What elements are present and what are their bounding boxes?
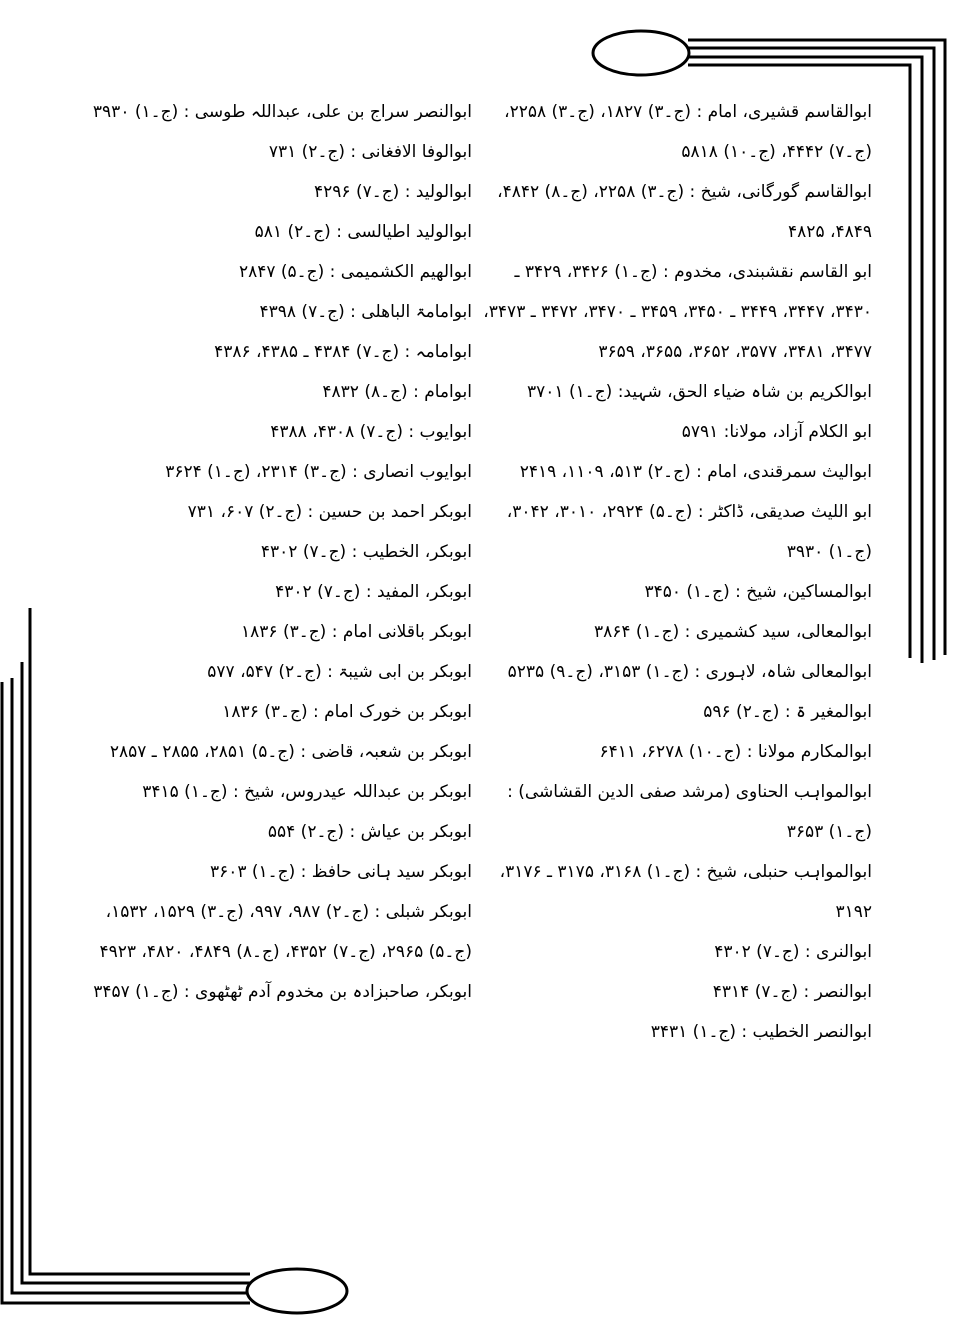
bottom-ornament-oval [247,1269,347,1313]
index-entry: ابوبکر سید ہانی حافظ : (ج۔۱) ۳۶۰۳ [209,862,472,882]
index-entry: ابوالمعالی، سید کشمیری : (ج۔۱) ۳۸۶۴ [593,622,872,642]
index-entry: ابوامام : (ج۔۸) ۴۸۳۲ [322,382,472,402]
index-entry: ابوبکر بن عبداللہ عیدروس، شیخ : (ج۔۱) ۳۴۱۵ [142,782,472,802]
index-entry: ابوالوفا الافغانی : (ج۔۲) ۷۳۱ [268,142,472,162]
index-entry: ابوبکر، صاحبزادہ بن مخدوم آدم ٹھٹھوی : (ج۔۱) ۳۴۵۷ [93,982,472,1002]
index-entry: ابوالنری : (ج۔۷) ۴۳۰۲ [714,942,872,962]
index-entry: ابوامامہ : (ج۔۷) ۴۳۸۴ ـ ۴۳۸۵، ۴۳۸۶ [214,342,472,362]
index-entry: ابوبکر بن شعبہ، قاضی : (ج۔۵) ۲۸۵۱، ۲۸۵۵ ـ ۲۸۵۷ [109,742,472,762]
index-left-column [90,92,472,1012]
index-entry: ابو الکلام آزاد، مولانا: ۵۷۹۱ [681,422,872,442]
index-entry: ابوبکر بن خورک امام : (ج۔۳) ۱۸۳۶ [222,702,472,722]
index-entry: ابوالکریم بن شاہ ضیاء الحق، شہید: (ج۔۱) ۳۷۰۱ [527,382,872,402]
index-entry: ابو اللیث صدیقی، ڈاکٹر : (ج۔۵) ۲۹۲۴، ۳۰۱۰، ۳۰۴۲، (ج۔۱) ۳۹۳۰ [506,502,872,562]
index-entry: ابوبکر، المفید : (ج۔۷) ۴۳۰۲ [275,582,472,602]
index-entry: ابوالنصر الخطیب : (ج۔۱) ۳۴۳۱ [650,1022,872,1042]
index-entry: ابوالمواہب حنبلی، شیخ : (ج۔۱) ۳۱۶۸، ۳۱۷۵ ـ ۳۱۷۶، ۳۱۹۲ [499,862,872,922]
index-entry: ابوالقاسم قشیری، امام : (ج۔۳) ۱۸۲۷، (ج۔۳) ۲۲۵۸، (ج۔۷) ۴۴۴۲، (ج۔۱۰) ۵۸۱۸ [504,102,872,162]
index-entry: ابوالمساکین، شیخ : (ج۔۱) ۳۴۵۰ [644,582,872,602]
index-entry: ابوالولید : (ج۔۷) ۴۲۹۶ [314,182,472,202]
index-entry: ابوالولید اطیالسی : (ج۔۲) ۵۸۱ [254,222,472,242]
top-ornament-oval [593,31,689,75]
index-entry: ابوالنصر : (ج۔۷) ۴۳۱۴ [712,982,872,1002]
index-entry: ابوبکر، الخطیب : (ج۔۷) ۴۳۰۲ [260,542,472,562]
index-entry: ابوالمواہب الحناوی (مرشد صفی الدین القشاشی) : (ج۔۱) ۳۶۵۳ [507,782,872,842]
index-entry: ابوالمکارم مولانا : (ج۔۱۰) ۶۲۷۸، ۶۴۱۱ [599,742,872,762]
index-entry: ابوالمغیر ۃ : (ج۔۲) ۵۹۶ [703,702,872,722]
index-entry: ابوبکر احمد بن حسین : (ج۔۲) ۶۰۷، ۷۳۱ [187,502,472,522]
index-entry: ابوالقاسم گورگانی، شیخ : (ج۔۳) ۲۲۵۸، (ج۔۸) ۴۸۴۲، ۴۸۴۹، ۴۸۲۵ [497,182,872,242]
index-right-column [482,92,872,1052]
index-entry: ابو القاسم نقشبندی، مخدوم : (ج۔۱) ۳۴۲۶، ۳۴۲۹ ـ ۳۴۳۰، ۳۴۴۷، ۳۴۴۹ ـ ۳۴۵۰، ۳۴۵۹ ـ ۳۴۷۰، ۳۴۷۲ ـ ۳۴۷۳، ۳۴۷۷، ۳۴۸۱، ۳۵۷۷، ۳۶۵۲، ۳۶۵۵، ۳۶۵۹ [483,262,872,362]
index-entry: ابوایوب : (ج۔۷) ۴۳۰۸، ۴۳۸۸ [270,422,472,442]
index-entry: ابوالیث سمرقندی، امام : (ج۔۲) ۵۱۳، ۱۱۰۹، ۲۴۱۹ [519,462,872,482]
index-entry: ابوامامۃ الباھلی : (ج۔۷) ۴۳۹۸ [259,302,472,322]
index-entry: ابوبکر بن عیاش : (ج۔۲) ۵۵۴ [267,822,472,842]
index-entry: ابوایوب انصاری : (ج۔۳) ۲۳۱۴، (ج۔۱) ۳۶۲۴ [165,462,472,482]
index-entry: ابوالنصر سراج بن علی، عبداللہ طوسی : (ج۔۱) ۳۹۳۰ [92,102,472,122]
index-entry: ابوبکر باقلانی امام : (ج۔۳) ۱۸۳۶ [241,622,472,642]
index-entry: ابوبکر شبلی : (ج۔۲) ۹۸۷، ۹۹۷، (ج۔۳) ۱۵۲۹، ۱۵۳۲، (ج۔۵) ۲۹۶۵، (ج۔۷) ۴۳۵۲، (ج۔۸) ۴۸۴۹، ۴۸۲۰، ۴۹۲۳ [99,902,472,962]
index-entry: ابوبکر بن ابی شیبۃ : (ج۔۲) ۵۴۷، ۵۷۷ [207,662,472,682]
index-entry: ابوالمعالی شاہ، لاہوری : (ج۔۱) ۳۱۵۳، (ج۔۹) ۵۲۳۵ [507,662,872,682]
index-entry: ابوالھیم الکشمیمی : (ج۔۵) ۲۸۴۷ [238,262,472,282]
